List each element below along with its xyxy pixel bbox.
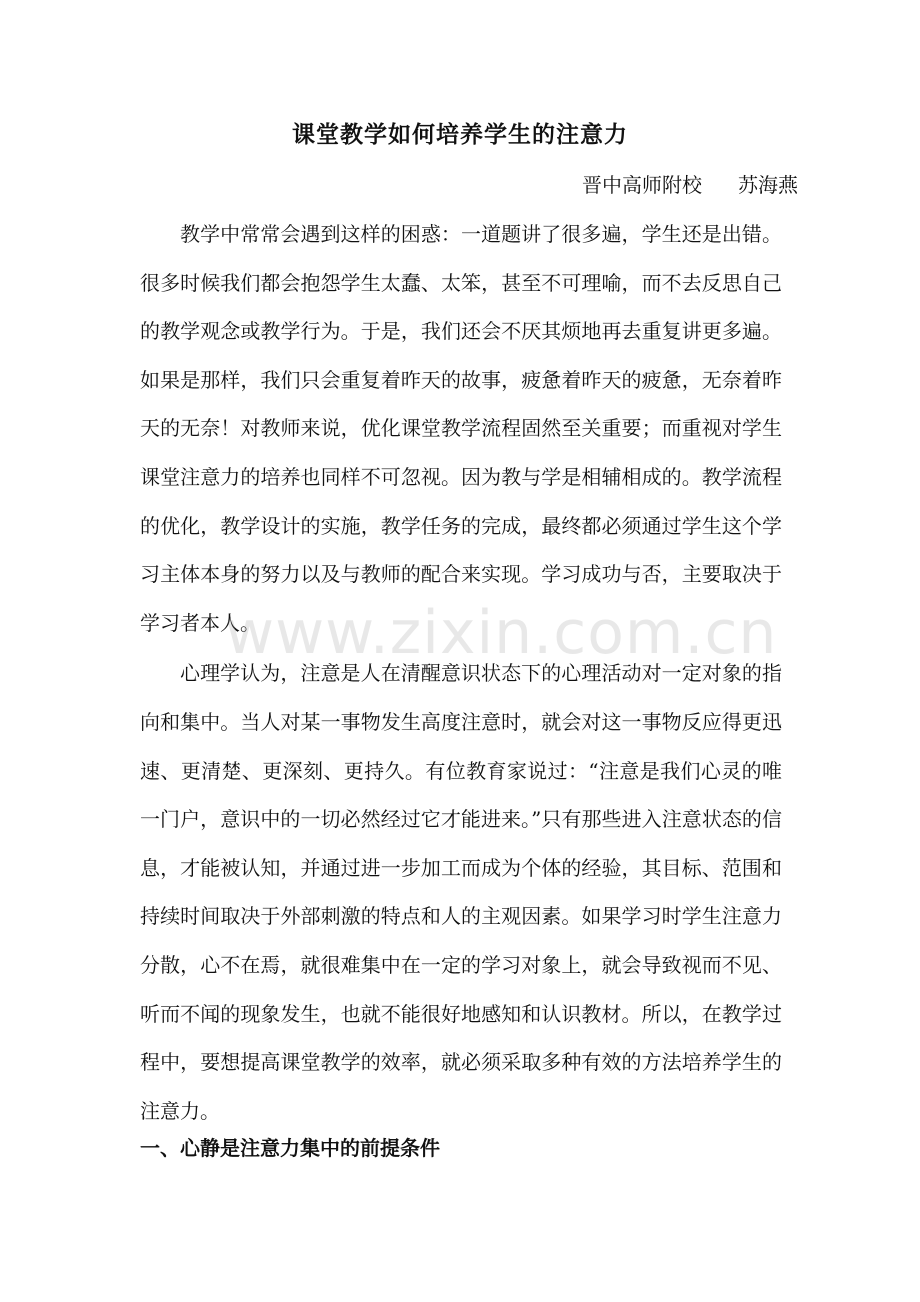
paragraph-2: 心理学认为，注意是人在清醒意识状态下的心理活动对一定对象的指向和集中。当人对某一事物发生高度注意时，就会对这一事物反应得更迅速、更清楚、更深刻、更持久。有位教育家说过：“注意是我们心灵的唯一门户，意识中的一切必然经过它才能进来。”只有那些进入注意状态的信息，才能被认知，并通过进一步加工而成为个体的经验，其目标、范围和持续时间取决于外部刺激的特点和人的主观因素。如果学习时学生注意力分散，心不在焉，就很难集中在一定的学习对象上，就会导致视而不见、听而不闻的现象发生，也就不能很好地感知和认识教材。所以，在教学过程中，要想提高课堂教学的效率，就必须采取多种有效的方法培养学生的注意力。 [140,661,782,1123]
school-name: 晋中高师附校 [582,173,702,197]
paragraph-1: 教学中常常会遇到这样的困惑：一道题讲了很多遍，学生还是出错。很多时候我们都会抱怨学生太蠢、太笨，甚至不可理喻，而不去反思自己的教学观念或教学行为。于是，我们还会不厌其烦地再去重复讲更多遍。如果是那样，我们只会重复着昨天的故事，疲惫着昨天的疲惫，无奈着昨天的无奈！对教师来说，优化课堂教学流程固然至关重要；而重视对学生课堂注意力的培养也同样不可忽视。因为教与学是相辅相成的。教学流程的优化，教学设计的实施，教学任务的完成，最终都必须通过学生这个学习主体本身的努力以及与教师的配合来实现。学习成功与否，主要取决于学习者本人。 [140,222,782,635]
section-heading: 一、心静是注意力集中的前提条件 [140,1136,440,1160]
author-name: 苏海燕 [738,173,798,197]
watermark: www.zixin.com.cn [225,598,778,668]
body-text [140,210,782,1135]
byline [582,168,798,202]
document-title: 课堂教学如何培养学生的注意力 [292,121,628,148]
